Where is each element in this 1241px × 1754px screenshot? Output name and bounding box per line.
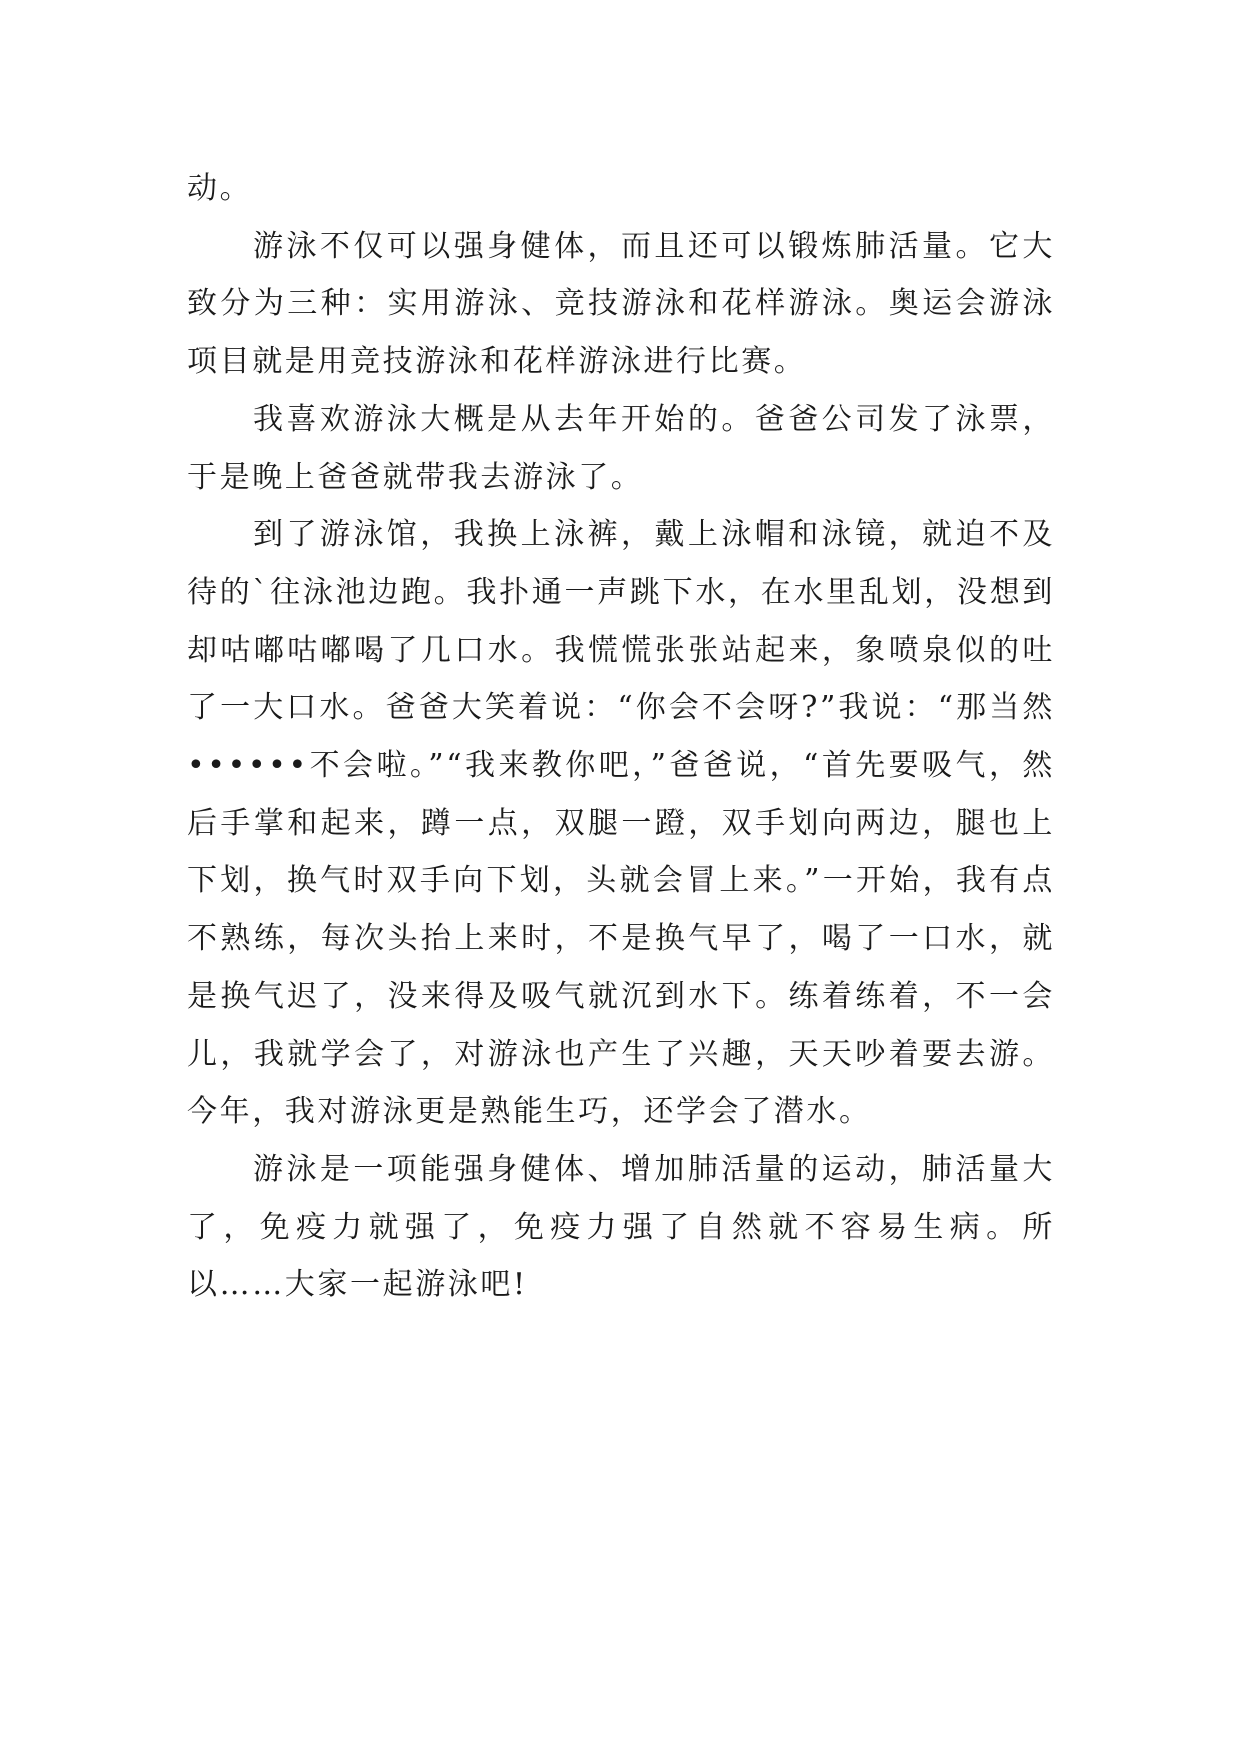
paragraph-how-it-started: 我喜欢游泳大概是从去年开始的。爸爸公司发了泳票，于是晚上爸爸就带我去游泳了。 xyxy=(187,401,1055,495)
document-body xyxy=(187,160,1055,1314)
paragraph-swimming-benefits: 游泳不仅可以强身健体，而且还可以锻炼肺活量。它大致分为三种：实用游泳、竞技游泳和花样游泳。奥运会游泳项目就是用竞技游泳和花样游泳进行比赛。 xyxy=(187,228,1055,380)
paragraph-learning-to-swim: 到了游泳馆，我换上泳裤，戴上泳帽和泳镜，就迫不及待的`往泳池边跑。我扑通一声跳下水，在水里乱划，没想到却咕嘟咕嘟喝了几口水。我慌慌张张站起来，象喷泉似的吐了一大口水。爸爸大笑着说：“你会不会呀?”我说：“那当然••••••不会啦。”“我来教你吧，”爸爸说，“首先要吸气，然后手掌和起来，蹲一点，双腿一蹬，双手划向两边，腿也上下划，换气时双手向下划，头就会冒上来。”一开始，我有点不熟练，每次头抬上来时，不是换气早了，喝了一口水，就是换气迟了，没来得及吸气就沉到水下。练着练着，不一会儿，我就学会了，对游泳也产生了兴趣，天天吵着要去游。今年，我对游泳更是熟能生巧，还学会了潜水。 xyxy=(187,517,1055,1130)
paragraph-continuation: 动。 xyxy=(187,171,253,206)
paragraph-conclusion: 游泳是一项能强身健体、增加肺活量的运动，肺活量大了，免疫力就强了，免疫力强了自然就不容易生病。所以……大家一起游泳吧! xyxy=(187,1151,1055,1303)
